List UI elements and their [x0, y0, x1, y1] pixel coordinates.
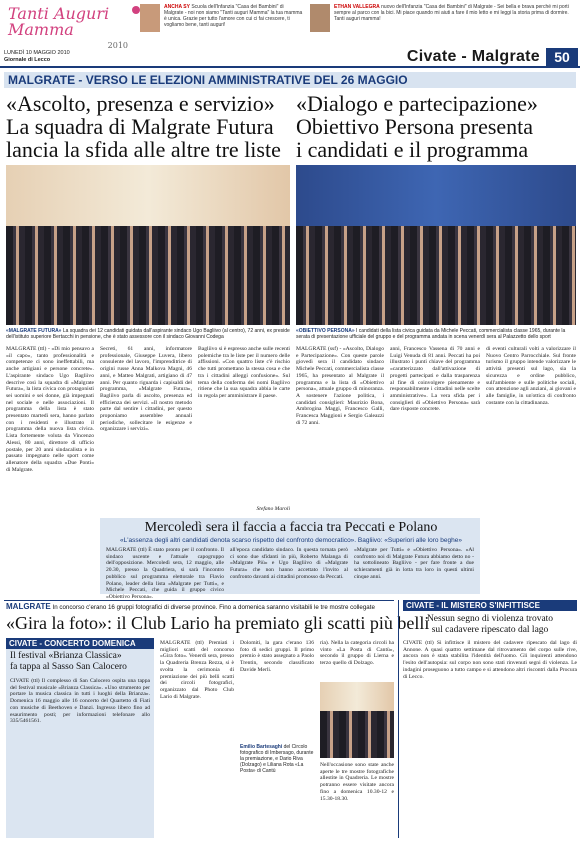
- civate-mistero-article: [398, 600, 576, 838]
- photo-contest-col3: ria). Nella la categoria circoli ha vinto «La Posta di Cantù», secondo il gruppo di Lierna e terzo quello di Dolzago.: [320, 640, 394, 667]
- photo-group: [320, 711, 394, 758]
- right-photo-caption: [296, 328, 576, 342]
- debate-box-title: Mercoledì sera il faccia a faccia tra Peccati e Polano: [144, 520, 438, 535]
- photo-group: [6, 226, 290, 325]
- section-divider: [4, 600, 394, 601]
- civate-concerto-body: CIVATE (ttl) Il complesso di San Calocero ospita una tappa del festival musicale «Brianza Classica». «Uno strumento per portare la musica classica in tutti i luoghi della Brianza». Domenica 16 maggio alle 16 concerto del Quartetto di Fiati con musiche di Beethoven e Danzi. Ingresso libero fino ad esaurimento posti; per informazioni telefonare allo 335/5461561.: [10, 678, 150, 725]
- issue-date: LUNEDÌ 10 MAGGIO 2010: [4, 50, 70, 56]
- ad-photo-right: [310, 4, 330, 32]
- civate-mistero-body: CIVATE (ttl) Si infittisce il mistero del cadavere ripescato dal lago di Annone. A quasi quattro settimane dal ritrovamento del corpo sulle rive, ancora non è stata stabilita l'identità dell'uomo. Gli inquirenti attendono l'esito dell'autopsia: sul corpo non sono stati rinvenuti segni di violenza. Le indagini proseguono a tutto campo e si attendono altri riscontri dalla Procura di Lecco.: [403, 640, 577, 680]
- photo-group: [296, 226, 576, 325]
- civate-concerto-band: CIVATE - CONCERTO DOMENICA: [6, 638, 154, 649]
- photo-backdrop: [6, 165, 290, 226]
- civate-mistero-headline: [403, 614, 577, 636]
- left-article-col2: Secreti, 61 anni, informatore professionale, Giuseppe Luvera, libero consulente del lavoro, l'imprenditrice di origini russe Anna Malkova Magni, 46 anni, e Matteo Malgrati, artigiano di 47 anni. Per quanto riguarda i capisaldi del programma, «Malgrate Futura», Bagliivo parla di ascolto, presenza ed efficienza dei servizi. «Il nostro metodo parte dal sentire i cittadini, per questo proponiamo assemblee annuali periodiche, sollecitare le esigenze e organizzare i servizi».: [100, 346, 192, 433]
- debate-box-subtitle: «L'assenza degli altri candidati denota scarso rispetto del confronto democratico». Bagliivo: «Superiori alle loro beghe»: [120, 537, 462, 544]
- left-headline-line2: La squadra di Malgrate Futura: [6, 114, 274, 139]
- logo-year: 2010: [107, 41, 128, 50]
- left-photo-caption: [6, 328, 290, 342]
- section-title: Civate - Malgrate: [406, 48, 540, 65]
- debate-box: [100, 518, 480, 600]
- photo-contest-col4: Nell'occasione sono state anche aperte le tre mostre fotografiche allestite in Quadreria. Le mostre potranno essere visitate ancora fino a domenica 10.30-12 e 15.30-18.30.: [320, 762, 394, 802]
- photo-caption-name: Emilio Bartesaghi: [240, 744, 283, 750]
- photo-caption-text: del Circolo fotografico di Imbersago, durante la premiazione, e Dario Riva (Dolzago) e Liliana Rota «La Posta» di Cantù: [240, 744, 314, 774]
- left-article-signature: Stefano Maroli: [256, 506, 290, 512]
- newspaper-name: Giornale di Lecco: [4, 57, 51, 63]
- left-caption-label: «MALGRATE FUTURA»: [6, 328, 62, 334]
- page-number: 50: [546, 48, 578, 66]
- debate-box-col3: «Malgrate per Tutti» e «Obiettivo Persona». «Al confronto noi di Malgrate Futura abbiamo detto no - ha sottolineato Bagliivo - per fare fronte a due schieramenti già in lotta tra loro in questi ultimi cinque anni.: [354, 547, 474, 580]
- left-article-headline: [6, 92, 290, 161]
- civate-concerto-headline: [10, 651, 150, 673]
- photo-contest-headline: «Gira la foto»: il Club Lario ha premiato gli scatti più belli: [6, 613, 430, 633]
- logo-text: Tanti Auguri Mamma: [8, 4, 110, 39]
- civate-mistero-band: CIVATE - IL MISTERO S'INFITTISCE: [403, 600, 577, 611]
- left-headline-line1: «Ascolto, presenza e servizio»: [6, 91, 275, 116]
- malgrate-futura-photo: [6, 165, 290, 325]
- date-line: [4, 50, 70, 64]
- ad-left: [164, 4, 304, 38]
- photo-backdrop: [320, 682, 394, 711]
- right-caption-label: «OBIETTIVO PERSONA»: [296, 328, 355, 334]
- left-article-col1: MALGRATE (ttl) - «Di mio pensavo a «il capo», tanto professionalità e competenze ci sono ineffettabili, ma anche artigiani e persone concrete». L'aspirante sindaco Ugo Bagliivo descrive così la squadra di «Malgrate Futura», la lista civica con protagonisti sei uomini e sei donne, già impegnati nel sociale e nelle associazioni. Il programma della lista è stato presentato martedì sera, hanno parlato con i residenti e illustrato il programma della nuova lista civica. Lista fortemente voluta da Vincenzo Alessi, 80 anni, direttore di ufficio postale, per 20 anni sindacalista e in passato impegnato nelle sport come allenatore della squadra «Due Ponti» di Malgrate.: [6, 346, 94, 473]
- photo-contest-intro: In concorso c'erano 16 gruppi fotografici di diverse province. Fino a domenica saranno visitabili le tre mostre collegate: [52, 604, 375, 611]
- civate-concerto-headline-line1: Il festival «Brianza Classica»: [10, 651, 122, 661]
- right-headline-line2: Obiettivo Persona presenta: [296, 114, 534, 139]
- right-article-headline: [296, 92, 576, 161]
- obiettivo-persona-photo: [296, 165, 576, 325]
- left-article-col3: Bagliivo si è espresso anche sulle recenti polemiche tra le liste per il numero delle affissioni. «Con quattro liste c'è rischio che tutti promettano la stessa cosa e che tra i cittadini alleggi confusione». Sul tema della conferma dei nomi Bagliivo ritiene che la sua squadra abbia le carte in regola per amministrare il paese.: [198, 346, 290, 399]
- civate-mistero-headline-line1: Nessun segno di violenza trovato: [426, 614, 554, 624]
- photo-contest-col2: Dolomiti, la gara c'erano 136 foto di sedici gruppi. Il primo premio è stato assegnato a Paolo Trentin, secondo classificato Davide Merli.: [240, 640, 314, 673]
- mothers-day-logo: [8, 4, 128, 50]
- debate-box-col2: all'epoca candidato sindaco. In questa tornata però ci sono due sfidanti in più, Roberto Malanga di «Malgrate Più» e Ugo Bagliivo di «Malgrate Futura» che non hanno accettato l'invito al confronto davanti ai cittadini promosso da Peccati.: [230, 547, 348, 580]
- ad-right-text: nuovo dell'Infanzia "Casa dei Bambini" di Malgrate - Sei bella e brava perché mi porti sempre al parco con la bici. Mi piace quando mi aiuti a fare il mio letto e mi leggi la storia prima di dormire. Tanti auguri mamma!: [334, 4, 569, 22]
- photo-contest-band: MALGRATE: [6, 602, 51, 611]
- photo-contest-intro-line: [6, 602, 394, 612]
- ad-photo-left: [140, 4, 160, 32]
- debate-box-col1: MALGRATE (ttl) È stato pronto per il confronto. Il sindaco uscente e l'attuale capogruppo dell'opposizione. Mercoledì sera, 12 maggio, alle 20.30, presso la Quadriera, si sarà l'incontro pubblico sul programma elettorale tra Flavio Polano, leader della lista «Malgrate per Tutti», e Michele Peccati, che guida il gruppo civico «Obiettivo Persona».: [106, 547, 224, 600]
- right-article-col2: anni, Francesco Vassena di 70 anni e Luigi Venuda di 81 anni. Peccati ha poi illustrato i punti chiave del programma «caratterizzato dall'attivazione di progetti partecipati e dalla trasparenza al fine di coinvolgere pienamente e responsabilmente i cittadini nelle scelte amministrative». La vera sfida per i consiglieri di «Obiettivo Persona» sarà dare risposte concrete.: [390, 346, 480, 413]
- right-headline-line3: i candidati e il programma: [296, 137, 529, 162]
- civate-concerto-headline-line2: fa tappa al Sasso San Calocero: [10, 662, 127, 672]
- civate-mistero-headline-line2: sul cadavere ripescato dal lago: [431, 625, 549, 635]
- ad-right-name: ETHAN VALLEGRA: [334, 4, 380, 10]
- right-article-col3: di eventi culturali volti a valorizzare il Nuovo Centro Parrocchiale. Sul fronte turismo il gruppo intende valorizzare le attività presenti sul lago, sia la sicurezza e ordine pubblico, sull'ambiente e sulle politiche sociali, con attenzione agli anziani, ai giovani e alle famiglie, in un'ottica di confronto costante con la cittadinanza.: [486, 346, 576, 406]
- ad-right: [334, 4, 574, 38]
- photo-contest-image: [320, 682, 394, 758]
- right-caption-text: I candidati della lista civica guidata da Michele Peccati, commercialista classe 1965, durante la serata di presentazione ufficiale del gruppo e del programma andata in scena venerdì sera al Palazzetto dello sport: [296, 328, 566, 340]
- ad-left-text: Scuola dell'Infanzia "Casa dei Bambini" di Malgrate - noi non siamo "Tanti auguri Mamma" la tua mamma è unica. Grazie per tutto l'amore con cui ci fai crescere, ti vogliamo bene, tanti auguri!: [164, 4, 303, 28]
- right-headline-line1: «Dialogo e partecipazione»: [296, 91, 538, 116]
- left-caption-text: La squadra dei 12 candidati guidata dall'aspirante sindaco Ugo Bagliivo (al centro), 72 anni, ex preside dell'istituto superiore Bertacchi in pensione, che è stato assessore con il sindaco Giovanni Codega: [6, 328, 290, 340]
- civate-concerto-box: [6, 638, 154, 838]
- right-article-col1: MALGRATE (ssf) - «Ascolto, Dialogo e Partecipazione». Con queste parole giovedì sera il candidato sindaco Michele Peccati, commercialista classe 1965, ha presentato al Malgrate il programma e la lista di «Obiettivo persona», attuale gruppo di minoranza. A sostenere l'azione politica, i candidati consiglieri: Maurizio Bona, Ambrogina Maggi, Francesco Galli, Francesca Maggioni e Sergio Galeazzi di 72 anni.: [296, 346, 384, 426]
- elections-kicker: MALGRATE - VERSO LE ELEZIONI AMMINISTRATIVE DEL 26 MAGGIO: [4, 72, 576, 88]
- left-headline-line3: lancia la sfida alle altre tre liste: [6, 137, 281, 162]
- photo-contest-caption: [240, 744, 314, 784]
- ad-left-name: ANCHA SY: [164, 4, 190, 10]
- heart-icon: [132, 6, 140, 14]
- photo-contest-col1: MALGRATE (ttl) Premiati i migliori scatti del concorso «Gira foto». Venerdì sera, presso la Quadreria Brenza Rezza, si è svolta la cerimonia di premiazione dei più belli scatti dei circoli fotografici, organizzato dal Photo Club Lario di Malgrate.: [160, 640, 234, 700]
